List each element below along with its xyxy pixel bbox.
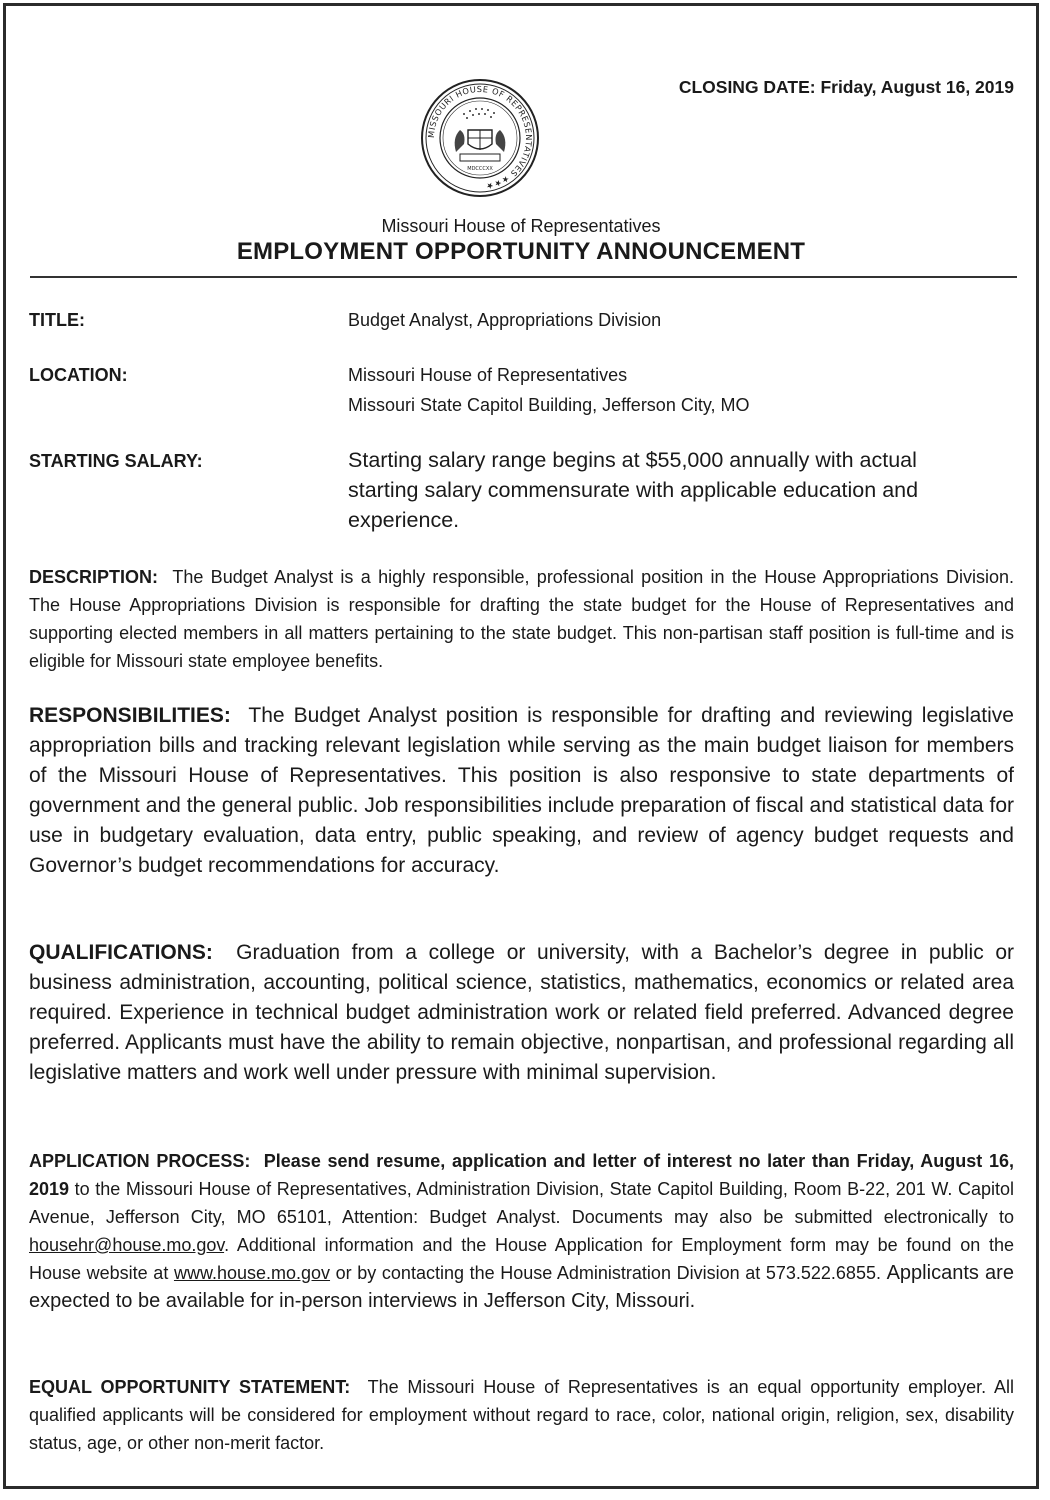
page-title: EMPLOYMENT OPPORTUNITY ANNOUNCEMENT <box>236 238 806 265</box>
qualifications-text: Graduation from a college or university, with a Bachelor’s degree in public or business administration, accounting, political science, statistics, mathematics, economics or related area required. Experience in technical budget administration work or related field preferred. Advanced degree preferred. Applicants must have the ability to remain objective, nonpartisan, and professional regarding all legislative matters and work well under pressure with minimal supervision. <box>29 941 1014 1084</box>
email-link[interactable]: househr@house.mo.gov <box>29 1235 225 1255</box>
equal-opportunity-label: EQUAL OPPORTUNITY STATEMENT: <box>29 1377 351 1397</box>
salary-label: STARTING SALARY: <box>29 451 203 471</box>
description-section <box>29 563 1014 675</box>
title-label: TITLE: <box>29 310 85 330</box>
application-text-4: Applicants are expected to be available for in-person interviews in Jefferson City, Missouri. <box>29 1262 1014 1312</box>
location-line-2: Missouri State Capitol Building, Jefferson City, MO <box>348 395 750 415</box>
application-label: APPLICATION PROCESS: <box>29 1151 251 1171</box>
house-seal-logo <box>420 78 540 198</box>
title-value: Budget Analyst, Appropriations Division <box>348 310 662 330</box>
organization-name: Missouri House of Representatives <box>381 216 661 236</box>
location-line-1: Missouri House of Representatives <box>348 365 628 385</box>
responsibilities-section <box>29 701 1014 881</box>
application-text-3: or by contacting the House Administration Division at 573.522.6855. <box>335 1263 881 1283</box>
website-link[interactable]: www.house.mo.gov <box>173 1263 331 1283</box>
qualifications-label: QUALIFICATIONS: <box>29 941 213 964</box>
salary-value: Starting salary range begins at $55,000 annually with actual starting salary commensurate with applicable education and experience. <box>348 448 919 532</box>
application-deadline: Please send resume, application and letter of interest no later than Friday, August 16, 2019 <box>29 1151 1014 1199</box>
closing-date: CLOSING DATE: Friday, August 16, 2019 <box>678 77 1014 97</box>
equal-opportunity-section <box>29 1373 1014 1457</box>
location-label: LOCATION: <box>29 365 128 385</box>
responsibilities-text: The Budget Analyst position is responsible for drafting and reviewing legislative appropriation bills and tracking relevant legislation while serving as the main budget liaison for members of the Missouri House of Representatives. This position is also responsive to state departments of government and the general public. Job responsibilities include preparation of fiscal and statistical data for use in budgetary evaluation, data entry, public speaking, and review of agency budget requests and Governor’s budget recommendations for accuracy. <box>29 704 1014 877</box>
application-text-1: to the Missouri House of Representatives, Administration Division, State Capitol Building, Room B-22, 201 W. Capitol Avenue, Jefferson City, MO 65101, Attention: Budget Analyst. Documents may also be submitted electronically to <box>29 1179 1014 1227</box>
header-divider <box>30 276 1017 278</box>
equal-opportunity-text: The Missouri House of Representatives is an equal opportunity employer. All qualified applicants will be considered for employment without regard to race, color, national origin, religion, sex, disability status, age, or other non-merit factor. <box>29 1377 1014 1453</box>
responsibilities-label: RESPONSIBILITIES: <box>29 704 231 727</box>
description-text: The Budget Analyst is a highly responsible, professional position in the House Appropriations Division. The House Appropriations Division is responsible for drafting the state budget for the House of Representatives and supporting elected members in all matters pertaining to the state budget. This non-partisan staff position is full-time and is eligible for Missouri state employee benefits. <box>29 567 1014 671</box>
application-text-2: . Additional information and the House Application for Employment form may be found on the House website at <box>29 1235 1014 1283</box>
description-label: DESCRIPTION: <box>29 567 159 587</box>
qualifications-section <box>29 938 1014 1088</box>
svg-text:MISSOURI HOUSE OF REPRESENTATI: MISSOURI HOUSE OF REPRESENTATIVES ★★★ <box>425 83 535 192</box>
svg-text:MDCCCXX: MDCCCXX <box>467 166 493 172</box>
application-section <box>29 1147 1014 1315</box>
